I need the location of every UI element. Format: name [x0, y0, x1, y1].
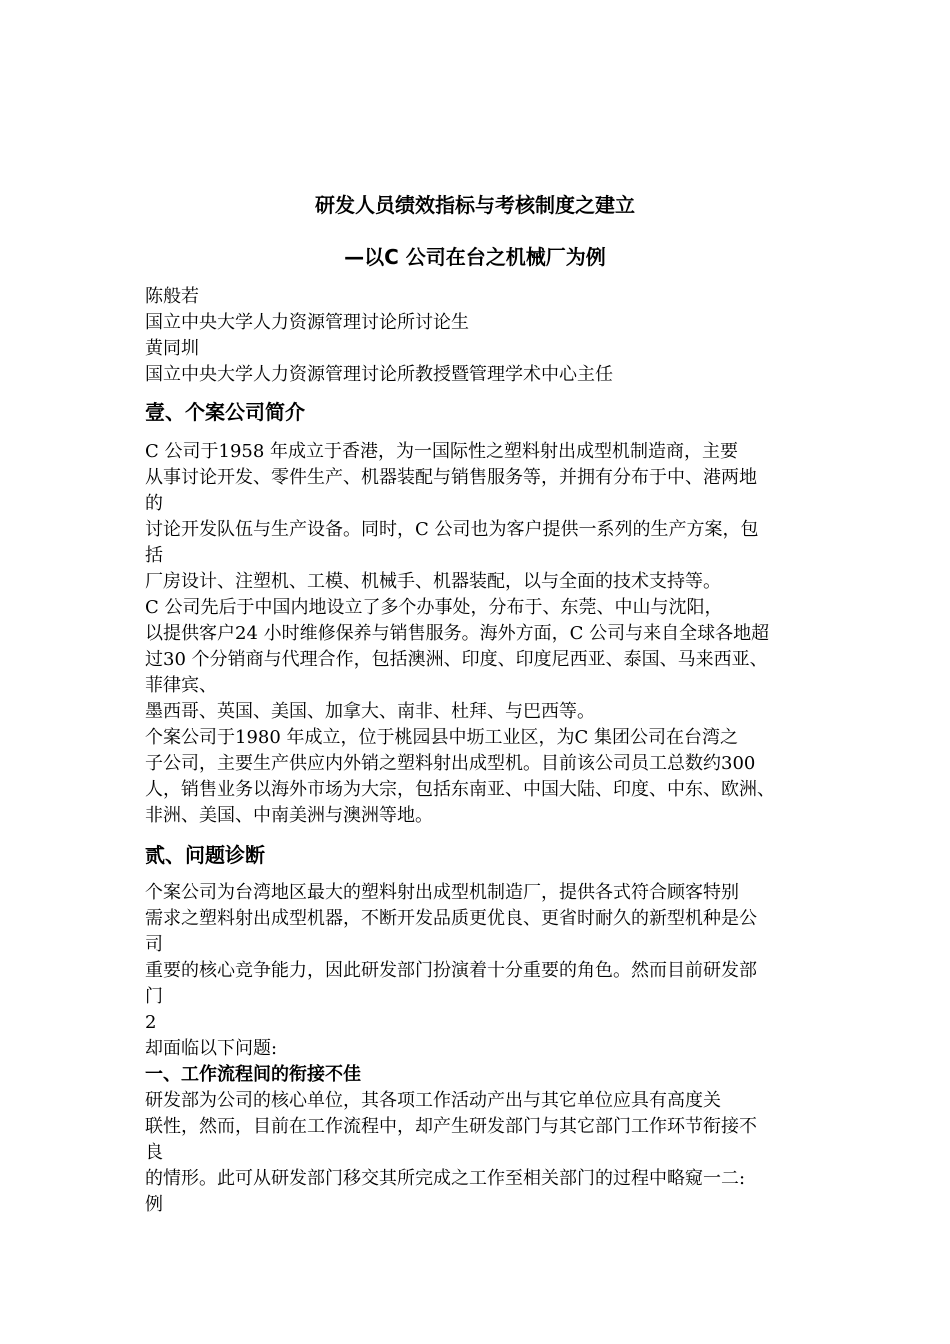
paragraph-line: 门	[145, 986, 163, 1007]
section-heading: 壹、个案公司简介	[145, 400, 305, 424]
paragraph-line: 菲律宾、	[145, 675, 217, 696]
author-name: 陈般若	[145, 286, 199, 307]
paragraph-line: 重要的核心竞争能力，因此研发部门扮演着十分重要的角色。然而目前研发部	[145, 960, 757, 981]
author-affiliation: 国立中央大学人力资源管理讨论所教授暨管理学术中心主任	[145, 364, 613, 385]
paragraph-line: 从事讨论开发、零件生产、机器装配与销售服务等，并拥有分布于中、港两地	[145, 467, 757, 488]
author-affiliation: 国立中央大学人力资源管理讨论所讨论生	[145, 312, 469, 333]
page-number: 2	[145, 1012, 157, 1033]
paragraph-line: 括	[145, 545, 163, 566]
paragraph-line: 的情形。此可从研发部门移交其所完成之工作至相关部门的过程中略窥一二:	[145, 1168, 746, 1189]
paragraph-line: 良	[145, 1142, 163, 1163]
paragraph-line: C 公司先后于中国内地设立了多个办事处，分布于、东莞、中山与沈阳，	[145, 597, 723, 618]
document-subtitle: —以C 公司在台之机械厂为例	[344, 245, 606, 269]
paragraph-line: 以提供客户24 小时维修保养与销售服务。海外方面，C 公司与来自全球各地超	[145, 623, 770, 644]
paragraph-line: 研发部为公司的核心单位，其各项工作活动产出与其它单位应具有高度关	[145, 1090, 721, 1111]
paragraph-line: 人，销售业务以海外市场为大宗，包括东南亚、中国大陆、印度、中东、欧洲、	[145, 779, 775, 800]
subsection-heading: 一、工作流程间的衔接不佳	[145, 1064, 361, 1085]
document-title: 研发人员绩效指标与考核制度之建立	[315, 193, 635, 217]
paragraph-line: 需求之塑料射出成型机器，不断开发品质更优良、更省时耐久的新型机种是公	[145, 908, 757, 929]
paragraph-line: 联性，然而，目前在工作流程中，却产生研发部门与其它部门工作环节衔接不	[145, 1116, 757, 1137]
paragraph-line: 过30 个分销商与代理合作，包括澳洲、印度、印度尼西亚、泰国、马来西亚、	[145, 649, 768, 670]
paragraph-line: 的	[145, 493, 163, 514]
paragraph-line: 个案公司为台湾地区最大的塑料射出成型机制造厂，提供各式符合顾客特别	[145, 882, 739, 903]
paragraph-line: 却面临以下问题:	[145, 1038, 278, 1059]
section-heading: 贰、问题诊断	[145, 843, 265, 867]
paragraph-line: C 公司于1958 年成立于香港，为一国际性之塑料射出成型机制造商，主要	[145, 441, 739, 462]
paragraph-line: 个案公司于1980 年成立，位于桃园县中坜工业区，为C 集团公司在台湾之	[145, 727, 739, 748]
paragraph-line: 司	[145, 934, 163, 955]
paragraph-line: 非洲、美国、中南美洲与澳洲等地。	[145, 805, 433, 826]
author-name: 黄同圳	[145, 338, 199, 359]
paragraph-line: 讨论开发队伍与生产设备。同时，C 公司也为客户提供一系列的生产方案，包	[145, 519, 759, 540]
paragraph-line: 厂房设计、注塑机、工模、机械手、机器装配，以与全面的技术支持等。	[145, 571, 721, 592]
paragraph-line: 墨西哥、英国、美国、加拿大、南非、杜拜、与巴西等。	[145, 701, 595, 722]
paragraph-line: 子公司，主要生产供应内外销之塑料射出成型机。目前该公司员工总数约300	[145, 753, 756, 774]
paragraph-line: 例	[145, 1194, 163, 1215]
